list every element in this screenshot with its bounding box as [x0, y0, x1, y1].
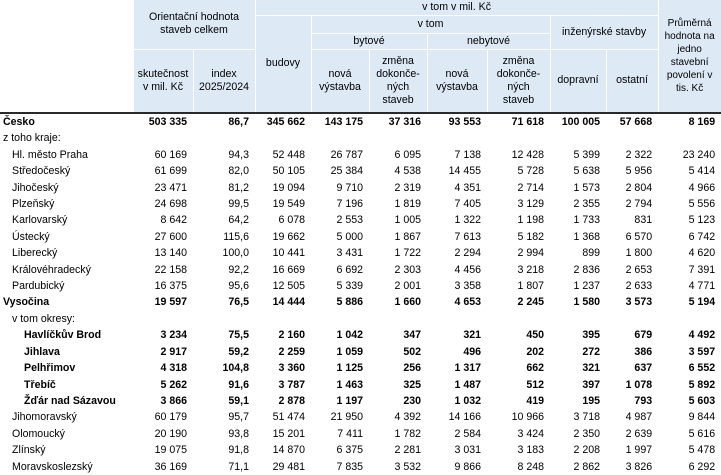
cell-value: 272 [582, 345, 601, 358]
table-row [0, 459, 721, 475]
cell-value: 2 804 [625, 181, 653, 194]
row-label: Plzeňský [12, 198, 55, 211]
table-row [0, 113, 721, 130]
cell-value [369, 311, 427, 327]
cell-value: 143 175 [311, 113, 369, 130]
cell-value: 2 836 [573, 263, 601, 276]
header-nebytove: nebytové [427, 33, 550, 49]
row-label: Havlíčkův Brod [24, 329, 102, 342]
cell-value: 6 095 [394, 148, 422, 161]
cell-value: 14 444 [272, 296, 306, 309]
cell-value [193, 130, 255, 146]
cell-value: 12 428 [511, 148, 545, 161]
cell-value: 2 633 [625, 280, 653, 293]
cell-value: 36 169 [154, 460, 187, 473]
row-label: Česko [0, 113, 133, 130]
cell-value: 1 042 [336, 329, 364, 342]
cell-value: 1 463 [336, 378, 364, 391]
cell-value: 1 032 [454, 394, 482, 407]
cell-value: 9 844 [688, 411, 716, 424]
header-v-tom-mil: v tom v mil. Kč [255, 0, 658, 15]
cell-value: 5 728 [517, 165, 545, 178]
table-row [0, 130, 721, 146]
cell-value: 3 532 [394, 460, 422, 473]
cell-value: 22 158 [154, 263, 187, 276]
cell-value: 57 668 [606, 113, 658, 130]
cell-value: 5 892 [688, 378, 716, 391]
cell-value: 19 662 [272, 230, 306, 243]
row-label: Ústecký [12, 230, 50, 243]
cell-value: 3 129 [517, 198, 545, 211]
cell-value: 10 966 [511, 411, 545, 424]
cell-value: 2 584 [454, 427, 482, 440]
cell-value: 20 190 [154, 427, 187, 440]
cell-value: 831 [634, 214, 653, 227]
cell-value: 1 573 [573, 181, 601, 194]
cell-value: 1 078 [625, 378, 653, 391]
table-row [0, 311, 721, 327]
cell-value: 6 692 [336, 263, 364, 276]
cell-value: 230 [403, 394, 422, 407]
cell-value: 3 718 [573, 411, 601, 424]
cell-value: 19 075 [154, 444, 187, 457]
cell-value: 1 005 [394, 214, 422, 227]
cell-value [255, 130, 311, 146]
cell-value: 59,1 [228, 394, 250, 407]
header-ostatni: ostatní [606, 49, 658, 113]
table-row [0, 360, 721, 376]
cell-value: 256 [403, 362, 422, 375]
cell-value: 2 294 [454, 247, 482, 260]
row-label: Karlovarský [12, 214, 68, 227]
row-label: Vysočina [3, 296, 50, 309]
cell-value: 2 001 [394, 280, 422, 293]
cell-value: 10 441 [272, 247, 306, 260]
cell-value [311, 311, 369, 327]
cell-value: 2 160 [278, 329, 306, 342]
header-skutecnost: skutečnost v mil. Kč [133, 49, 193, 113]
row-label: Olomoucký [12, 427, 65, 440]
cell-value [255, 311, 311, 327]
cell-value: 91,8 [228, 444, 250, 457]
row-label: Pelhřimov [24, 362, 76, 375]
cell-value: 347 [403, 329, 422, 342]
cell-value: 512 [526, 378, 545, 391]
cell-value: 2 245 [517, 296, 545, 309]
cell-value: 3 573 [625, 296, 653, 309]
cell-value: 1 782 [394, 427, 422, 440]
cell-value: 81,2 [228, 181, 250, 194]
cell-value: 71 618 [487, 113, 550, 130]
cell-value: 3 234 [160, 329, 187, 342]
cell-value: 1 487 [454, 378, 482, 391]
header-orient: Orientační hodnota staveb celkem [133, 0, 255, 49]
row-label: Třebíč [24, 378, 56, 391]
cell-value: 4 492 [688, 329, 716, 342]
cell-value: 24 698 [154, 198, 187, 211]
table-row [0, 426, 721, 442]
cell-value [487, 130, 550, 146]
cell-value: 5 556 [688, 198, 716, 211]
cell-value: 37 316 [369, 113, 427, 130]
header-zmena: změna dokonče-ných staveb [369, 49, 427, 113]
cell-value: 95,6 [228, 280, 250, 293]
cell-value: 1 368 [573, 230, 601, 243]
cell-value: 5 194 [688, 296, 716, 309]
cell-value: 104,8 [222, 362, 250, 375]
row-label: Jihlava [24, 345, 60, 358]
cell-value: 5 339 [336, 280, 364, 293]
header-dopravni: dopravní [550, 49, 606, 113]
cell-value: 2 994 [517, 247, 545, 260]
cell-value: 450 [526, 329, 545, 342]
cell-value: 5 399 [573, 148, 601, 161]
header-nova-vystavba-2: nová výstavba [427, 49, 487, 113]
cell-value [658, 311, 721, 327]
cell-value: 5 262 [160, 378, 187, 391]
cell-value: 4 653 [454, 296, 482, 309]
cell-value: 2 794 [625, 198, 653, 211]
row-label: z toho kraje: [3, 132, 61, 145]
cell-value: 4 318 [160, 362, 187, 375]
cell-value: 59,2 [228, 345, 250, 358]
table-row [0, 327, 721, 343]
cell-value: 321 [582, 362, 601, 375]
cell-value: 397 [582, 378, 601, 391]
cell-value: 1 867 [394, 230, 422, 243]
cell-value: 496 [463, 345, 482, 358]
cell-value: 1 722 [394, 247, 422, 260]
cell-value: 202 [526, 345, 545, 358]
cell-value: 662 [526, 362, 545, 375]
cell-value: 5 478 [688, 444, 716, 457]
row-label: Moravskoslezský [12, 460, 93, 473]
cell-value [369, 130, 427, 146]
cell-value: 9 866 [454, 460, 482, 473]
cell-value: 2 653 [625, 263, 653, 276]
cell-value: 14 870 [272, 444, 306, 457]
cell-value: 19 094 [272, 181, 306, 194]
cell-value: 16 375 [154, 280, 187, 293]
header-zmena-2: změna dokonče-ných staveb [487, 49, 550, 113]
header-budovy: budovy [255, 15, 311, 113]
cell-value: 5 182 [517, 230, 545, 243]
cell-value: 8 169 [658, 113, 721, 130]
cell-value: 5 000 [336, 230, 364, 243]
cell-value: 2 319 [394, 181, 422, 194]
cell-value: 503 335 [133, 113, 193, 130]
cell-value [606, 311, 658, 327]
cell-value: 637 [634, 362, 653, 375]
cell-value: 3 597 [688, 345, 716, 358]
cell-value: 1 198 [517, 214, 545, 227]
row-label: Středočeský [12, 165, 71, 178]
cell-value: 91,6 [228, 378, 250, 391]
cell-value: 15 201 [272, 427, 306, 440]
cell-value: 2 322 [625, 148, 653, 161]
row-label: Jihočeský [12, 181, 59, 194]
row-label: Pardubický [12, 280, 65, 293]
cell-value: 100 005 [550, 113, 606, 130]
cell-value: 1 733 [573, 214, 601, 227]
table-row [0, 212, 721, 228]
cell-value: 6 552 [688, 362, 716, 375]
cell-value: 4 620 [688, 247, 716, 260]
row-label: Hl. město Praha [12, 148, 88, 161]
cell-value: 5 886 [336, 296, 364, 309]
cell-value: 679 [634, 329, 653, 342]
cell-value: 8 642 [160, 214, 187, 227]
cell-value: 321 [463, 329, 482, 342]
table-row [0, 278, 721, 294]
cell-value: 86,7 [193, 113, 255, 130]
cell-value: 8 248 [517, 460, 545, 473]
cell-value: 100,0 [222, 247, 250, 260]
cell-value: 75,5 [228, 329, 250, 342]
cell-value: 1 317 [454, 362, 482, 375]
cell-value: 7 411 [337, 427, 364, 440]
cell-value: 93 553 [427, 113, 487, 130]
cell-value [606, 130, 658, 146]
cell-value: 2 259 [278, 345, 306, 358]
cell-value: 1 125 [336, 362, 364, 375]
cell-value [311, 130, 369, 146]
cell-value: 5 616 [688, 427, 716, 440]
table-row [0, 147, 721, 163]
cell-value: 1 819 [394, 198, 422, 211]
cell-value: 5 414 [688, 165, 716, 178]
cell-value: 7 138 [454, 148, 482, 161]
header-v-tom: v tom [311, 15, 550, 33]
cell-value: 395 [582, 329, 601, 342]
cell-value: 2 350 [573, 427, 601, 440]
cell-value [193, 311, 255, 327]
cell-value: 5 956 [625, 165, 653, 178]
cell-value: 2 714 [517, 181, 545, 194]
cell-value: 95,7 [228, 411, 250, 424]
cell-value: 2 862 [573, 460, 601, 473]
table-row [0, 377, 721, 393]
cell-value [487, 311, 550, 327]
cell-value: 4 771 [688, 280, 716, 293]
cell-value: 4 392 [394, 411, 422, 424]
cell-value: 5 638 [573, 165, 601, 178]
cell-value: 52 448 [272, 148, 306, 161]
cell-value: 3 183 [517, 444, 545, 457]
cell-value: 1 807 [517, 280, 545, 293]
cell-value: 4 351 [454, 181, 482, 194]
cell-value: 51 474 [272, 411, 306, 424]
cell-value: 1 237 [573, 280, 601, 293]
cell-value: 4 538 [394, 165, 422, 178]
cell-value [133, 311, 193, 327]
table-row [0, 196, 721, 212]
cell-value: 4 966 [688, 181, 716, 194]
cell-value: 502 [403, 345, 422, 358]
cell-value: 16 669 [272, 263, 306, 276]
cell-value: 2 917 [160, 345, 187, 358]
cell-value: 3 826 [625, 460, 653, 473]
cell-value: 12 505 [272, 280, 306, 293]
cell-value: 26 787 [330, 148, 364, 161]
cell-value: 5 603 [688, 394, 716, 407]
header-blank [0, 0, 133, 113]
cell-value: 94,3 [228, 148, 250, 161]
table-row [0, 245, 721, 261]
cell-value: 7 405 [454, 198, 482, 211]
table-header [0, 0, 721, 113]
cell-value: 7 196 [336, 198, 364, 211]
cell-value: 3 358 [454, 280, 482, 293]
cell-value: 2 303 [394, 263, 422, 276]
cell-value: 29 481 [272, 460, 306, 473]
row-label: Liberecký [12, 247, 58, 260]
row-label: Zlínský [12, 444, 46, 457]
table-row [0, 442, 721, 458]
cell-value: 14 455 [448, 165, 482, 178]
header-index: index 2025/2024 [193, 49, 255, 113]
cell-value [133, 130, 193, 146]
cell-value [550, 130, 606, 146]
cell-value: 325 [403, 378, 422, 391]
cell-value: 99,5 [228, 198, 250, 211]
cell-value: 2 553 [336, 214, 364, 227]
cell-value: 1 997 [625, 444, 653, 457]
cell-value: 195 [582, 394, 601, 407]
cell-value [427, 130, 487, 146]
cell-value: 793 [634, 394, 653, 407]
cell-value: 345 662 [255, 113, 311, 130]
row-label: Královéhradecký [12, 263, 91, 276]
table-row [0, 180, 721, 196]
cell-value: 92,2 [228, 263, 250, 276]
cell-value: 3 031 [454, 444, 482, 457]
cell-value: 60 179 [154, 411, 187, 424]
cell-value: 3 866 [160, 394, 187, 407]
cell-value: 1 580 [573, 296, 601, 309]
cell-value: 64,2 [228, 214, 250, 227]
cell-value: 1 197 [336, 394, 364, 407]
cell-value: 1 660 [394, 296, 422, 309]
cell-value: 19 549 [272, 198, 306, 211]
cell-value: 13 140 [154, 247, 187, 260]
cell-value: 7 613 [454, 230, 482, 243]
table-row [0, 229, 721, 245]
cell-value: 6 078 [278, 214, 306, 227]
cell-value: 23 240 [682, 148, 716, 161]
cell-value: 27 600 [154, 230, 187, 243]
cell-value: 76,5 [228, 296, 250, 309]
cell-value: 2 639 [625, 427, 653, 440]
cell-value: 7 835 [336, 460, 364, 473]
table-row [0, 393, 721, 409]
cell-value: 23 471 [154, 181, 187, 194]
cell-value: 50 105 [272, 165, 306, 178]
cell-value: 899 [582, 247, 601, 260]
cell-value: 115,6 [223, 230, 250, 243]
header-nova-vystavba: nová výstavba [311, 49, 369, 113]
header-bytove: bytové [311, 33, 427, 49]
header-inzenyrske: inženýrské stavby [550, 15, 658, 49]
cell-value: 3 431 [336, 247, 364, 260]
cell-value: 82,0 [228, 165, 250, 178]
cell-value: 1 800 [625, 247, 653, 260]
cell-value: 6 570 [625, 230, 653, 243]
cell-value: 71,1 [228, 460, 250, 473]
header-prumerna: Průměrná hodnota na jedno stavební povolení v tis. Kč [658, 0, 721, 113]
cell-value: 25 384 [330, 165, 364, 178]
cell-value: 6 292 [688, 460, 716, 473]
table-row [0, 409, 721, 425]
row-label: Jihomoravský [12, 411, 77, 424]
cell-value: 419 [526, 394, 545, 407]
cell-value: 6 375 [336, 444, 364, 457]
cell-value: 2 355 [573, 198, 601, 211]
table-body [0, 113, 721, 475]
cell-value: 9 710 [336, 181, 364, 194]
table-row [0, 294, 721, 310]
table-row [0, 344, 721, 360]
cell-value: 4 456 [454, 263, 482, 276]
cell-value [550, 311, 606, 327]
cell-value: 2 208 [573, 444, 601, 457]
cell-value: 1 322 [454, 214, 482, 227]
cell-value: 61 699 [154, 165, 187, 178]
table-row [0, 163, 721, 179]
table-row [0, 262, 721, 278]
cell-value: 3 787 [278, 378, 306, 391]
row-label: Žďár nad Sázavou [24, 394, 116, 407]
cell-value: 6 742 [688, 230, 716, 243]
cell-value: 93,8 [228, 427, 250, 440]
cell-value: 5 123 [688, 214, 716, 227]
cell-value: 21 950 [330, 411, 364, 424]
cell-value: 1 059 [336, 345, 364, 358]
cell-value [427, 311, 487, 327]
cell-value: 3 424 [517, 427, 545, 440]
cell-value: 2 878 [278, 394, 306, 407]
cell-value: 14 166 [448, 411, 482, 424]
cell-value: 2 281 [394, 444, 422, 457]
cell-value: 3 218 [517, 263, 545, 276]
cell-value: 60 169 [154, 148, 187, 161]
cell-value: 3 360 [278, 362, 306, 375]
cell-value: 386 [634, 345, 653, 358]
cell-value: 19 597 [154, 296, 187, 309]
cell-value [658, 130, 721, 146]
row-label: v tom okresy: [12, 312, 75, 325]
cell-value: 4 987 [625, 411, 653, 424]
cell-value: 7 391 [688, 263, 716, 276]
